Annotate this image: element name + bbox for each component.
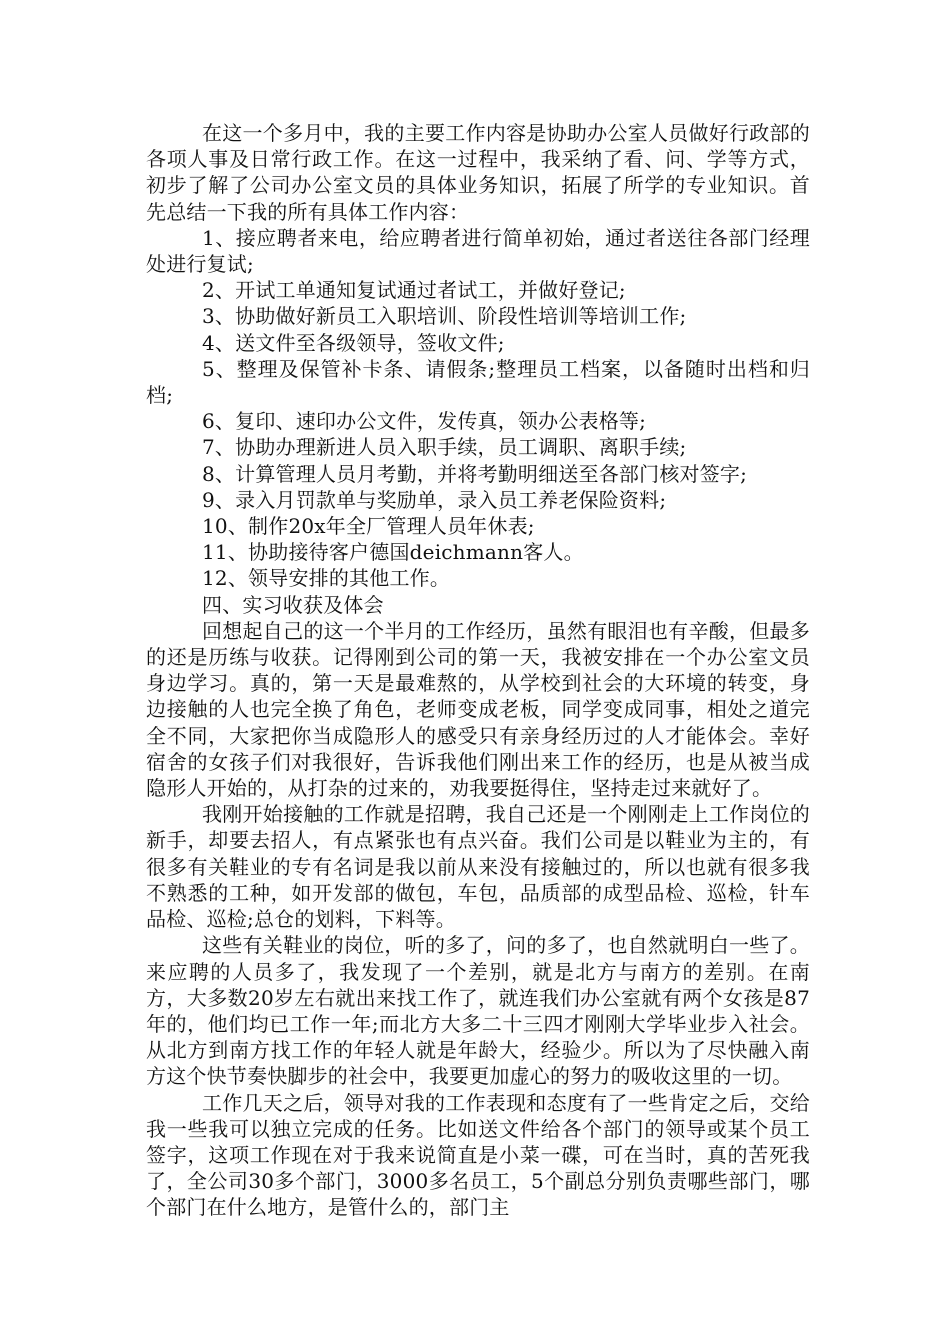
paragraph: 这些有关鞋业的岗位，听的多了，问的多了，也自然就明白一些了。来应聘的人员多了，我发现了一个差别，就是北方与南方的差别。在南方，大多数20岁左右就出来找工作了，就连我们办公室就有两个女孩是87年的，他们均已工作一年;而北方大多二十三四才刚刚大学毕业步入社会。从北方到南方找工作的年轻人就是年龄大，经验少。所以为了尽快融入南方这个快节奏快脚步的社会中，我要更加虚心的努力的吸收这里的一切。 xyxy=(146,933,810,1089)
paragraph: 我刚开始接触的工作就是招聘，我自己还是一个刚刚走上工作岗位的新手，却要去招人，有点紧张也有点兴奋。我们公司是以鞋业为主的，有很多有关鞋业的专有名词是我以前从来没有接触过的，所以也就有很多我不熟悉的工种，如开发部的做包，车包，品质部的成型品检、巡检，针车品检、巡检;总仓的划料，下料等。 xyxy=(146,802,810,932)
list-item: 8、计算管理人员月考勤，并将考勤明细送至各部门核对签字; xyxy=(202,461,748,486)
list-item: 5、整理及保管补卡条、请假条;整理员工档案，以备随时出档和归档; xyxy=(146,356,810,408)
paragraph: 工作几天之后，领导对我的工作表现和态度有了一些肯定之后，交给我一些我可以独立完成的任务。比如送文件给各个部门的领导或某个员工签字，这项工作现在对于我来说简直是小菜一碟，可在当时，真的苦死我了，全公司30多个部门，3000多名员工，5个副总分别负责哪些部门，哪个部门在什么地方，是管什么的，部门主 xyxy=(146,1090,810,1220)
list-item: 9、录入月罚款单与奖励单，录入员工养老保险资料; xyxy=(202,487,667,512)
paragraph-intro: 在这一个多月中，我的主要工作内容是协助办公室人员做好行政部的各项人事及日常行政工作。在这一过程中，我采纳了看、问、学等方式，初步了解了公司办公室文员的具体业务知识，拓展了所学的专业知识。首先总结一下我的所有具体工作内容： xyxy=(146,121,810,224)
paragraph: 回想起自己的这一个半月的工作经历，虽然有眼泪也有辛酸，但最多的还是历练与收获。记得刚到公司的第一天，我被安排在一个办公室文员身边学习。真的，第一天是最难熬的，从学校到社会的大环境的转变，身边接触的人也完全换了角色，老师变成老板，同学变成同事，相处之道完全不同，大家把你当成隐形人的感受只有亲身经历过的人才能体会。幸好宿舍的女孩子们对我很好，告诉我他们刚出来工作的经历，也是从被当成隐形人开始的，从打杂的过来的，劝我要挺得住，坚持走过来就好了。 xyxy=(146,618,810,801)
document-body xyxy=(146,120,810,1221)
list-item: 7、协助办理新进人员入职手续，员工调职、离职手续; xyxy=(202,435,687,460)
list-item: 6、复印、速印办公文件，发传真，领办公表格等; xyxy=(202,409,647,434)
list-item: 4、送文件至各级领导，签收文件; xyxy=(202,330,505,355)
list-item: 12、领导安排的其他工作。 xyxy=(202,566,451,591)
list-item: 10、制作20x年全厂管理人员年休表; xyxy=(202,514,535,539)
list-item: 1、接应聘者来电，给应聘者进行简单初始，通过者送往各部门经理处进行复试; xyxy=(146,225,810,277)
list-item: 11、协助接待客户德国deichmann客人。 xyxy=(202,540,584,565)
section-heading: 四、实习收获及体会 xyxy=(202,592,384,617)
list-item: 3、协助做好新员工入职培训、阶段性培训等培训工作; xyxy=(202,304,687,329)
list-item: 2、开试工单通知复试通过者试工，并做好登记; xyxy=(202,278,626,303)
